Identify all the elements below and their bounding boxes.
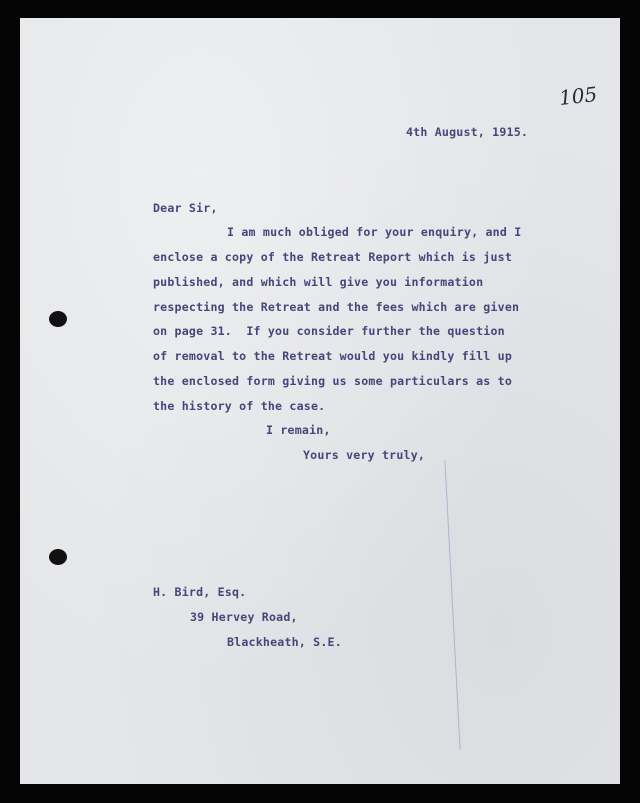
body-line: the history of the case. xyxy=(153,399,326,413)
closing-yours: Yours very truly, xyxy=(303,448,426,462)
body-line: respecting the Retreat and the fees which are given xyxy=(153,300,520,314)
punch-hole-top xyxy=(49,311,67,327)
body-line: published, and which will give you information xyxy=(153,275,484,289)
closing-remain: I remain, xyxy=(266,423,331,437)
addressee-name: H. Bird, Esq. xyxy=(153,585,247,599)
body-line: I am much obliged for your enquiry, and I xyxy=(227,225,522,239)
body-line: the enclosed form giving us some particulars as to xyxy=(153,374,513,388)
punch-hole-bottom xyxy=(49,549,67,565)
salutation: Dear Sir, xyxy=(153,201,218,215)
addressee-locality: Blackheath, S.E. xyxy=(227,635,342,649)
body-line: on page 31. If you consider further the question xyxy=(153,324,505,338)
folio-number: 105 xyxy=(557,82,599,110)
letter-date: 4th August, 1915. xyxy=(406,125,529,139)
body-line: enclose a copy of the Retreat Report which is just xyxy=(153,250,513,264)
addressee-street: 39 Hervey Road, xyxy=(190,610,298,624)
body-line: of removal to the Retreat would you kindly fill up xyxy=(153,349,513,363)
